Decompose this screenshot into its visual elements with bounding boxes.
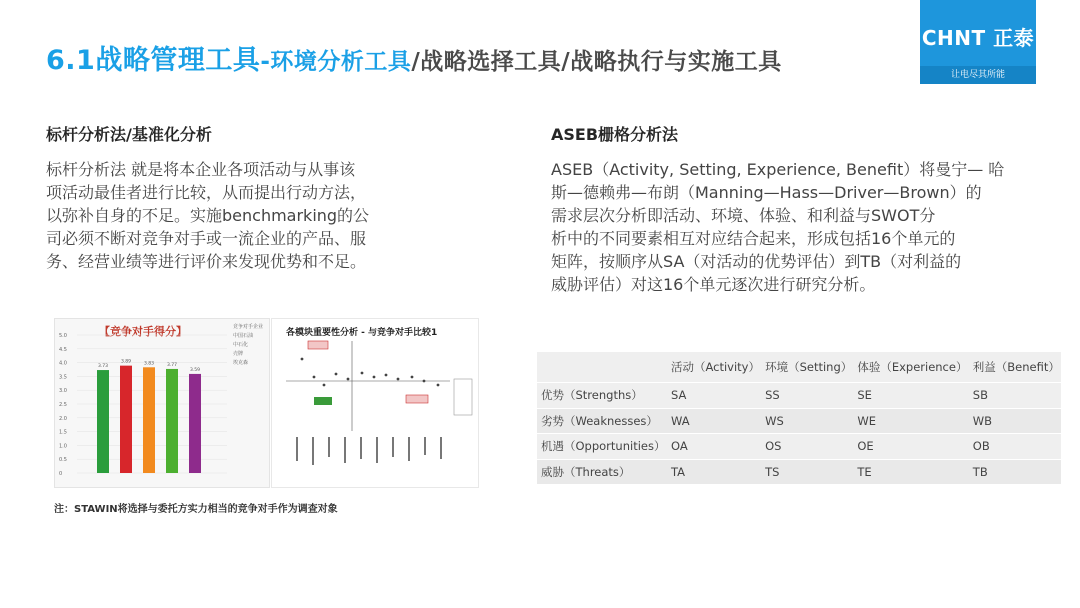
score-bar-label: 3.59 (189, 367, 201, 373)
aseb-header-row (537, 352, 1061, 383)
title-accent: -环境分析工具 (260, 49, 412, 75)
legend-item: 竞争对手企业 (233, 324, 264, 330)
importance-axis-label (424, 437, 426, 455)
score-bar (166, 369, 178, 473)
legend-item: 埃克森 (233, 360, 249, 366)
brand-name: CHNT 正泰 (921, 26, 1035, 50)
aseb-line: 需求层次分析即活动、环境、体验、和利益与SWOT分 (551, 206, 936, 225)
importance-axis-label (312, 437, 314, 465)
y-tick-label: 4.0 (59, 360, 67, 367)
importance-tag-green (314, 397, 332, 405)
module-importance-chart (271, 318, 479, 488)
aseb-cell: OB (969, 434, 1061, 460)
importance-chart-title: 各模块重要性分析 - 与竞争对手比较1 (286, 328, 438, 338)
importance-point (423, 380, 426, 383)
aseb-cell: OA (667, 434, 761, 460)
title-rest: /战略选择工具/战略执行与实施工具 (411, 49, 782, 75)
aseb-heading: ASEB栅格分析法 (551, 125, 679, 144)
aseb-cell: SS (761, 383, 853, 409)
aseb-cell: TB (969, 459, 1061, 484)
score-bar (143, 367, 155, 473)
aseb-line: 析中的不同要素相互对应结合起来，形成包括16个单元的 (551, 229, 956, 248)
brand-logo (920, 0, 1036, 84)
competitor-score-chart (54, 318, 270, 488)
aseb-cell: TA (667, 459, 761, 484)
importance-point (385, 374, 388, 377)
score-bar-label: 3.89 (120, 359, 132, 365)
y-tick-label: 2.5 (59, 402, 67, 408)
aseb-cell: SA (667, 383, 761, 409)
aseb-row-label: 劣势（Weaknesses） (537, 408, 667, 434)
benchmark-line: 务、经营业绩等进行评价来发现优势和不足。 (46, 252, 367, 271)
aseb-row (537, 408, 1061, 434)
aseb-header-cell: 环境（Setting） (765, 360, 853, 374)
importance-axis-label (440, 437, 442, 459)
brand-slogan: 让电尽其所能 (920, 66, 1036, 84)
importance-tag-red (406, 395, 428, 403)
importance-point (301, 358, 304, 361)
benchmark-line: 项活动最佳者进行比较，从而提出行动方法， (46, 183, 367, 202)
aseb-cell: WA (667, 408, 761, 434)
aseb-line: 矩阵，按顺序从SA（对活动的优势评估）到TB（对利益的 (551, 252, 962, 271)
aseb-line: 威胁评估）对这16个单元逐次进行研究分析。 (551, 275, 876, 294)
importance-axis-label (376, 437, 378, 463)
chart-caption: 注：STAWIN将选择与委托方实力相当的竞争对手作为调查对象 (54, 504, 338, 515)
importance-point (323, 384, 326, 387)
aseb-cell: WE (853, 408, 968, 434)
aseb-row-label: 威胁（Threats） (537, 459, 667, 484)
importance-point (313, 376, 316, 379)
aseb-row (537, 459, 1061, 484)
y-tick-label: 3.5 (59, 374, 67, 381)
aseb-header-cell (537, 352, 667, 383)
importance-axis-label (296, 437, 298, 461)
legend-item: 壳牌 (233, 351, 244, 357)
importance-point (335, 373, 338, 376)
aseb-cell: SB (969, 383, 1061, 409)
benchmark-heading: 标杆分析法/基准化分析 (46, 125, 212, 144)
score-bar (189, 374, 201, 473)
aseb-header-cell: 体验（Experience） (857, 360, 968, 374)
importance-point (373, 376, 376, 379)
benchmark-line: 标杆分析法 就是将本企业各项活动与从事该 (46, 160, 356, 179)
aseb-row (537, 434, 1061, 460)
benchmark-line: 司必须不断对竞争对手或一流企业的产品、服 (46, 229, 367, 248)
aseb-cell: TE (853, 459, 968, 484)
page-title (46, 38, 782, 77)
aseb-table (537, 352, 1061, 484)
importance-axis-label (408, 437, 410, 461)
y-tick-label: 5.0 (59, 333, 67, 339)
importance-axis-label (360, 437, 362, 459)
importance-axis-label (328, 437, 330, 457)
score-bar-label: 3.73 (97, 364, 109, 370)
score-bar (97, 370, 109, 473)
importance-point (347, 378, 350, 381)
y-tick-label: 4.5 (59, 346, 67, 353)
score-bar (120, 366, 132, 473)
importance-axis-label (344, 437, 346, 463)
aseb-row-label: 机遇（Opportunities） (537, 434, 667, 460)
score-bar-label: 3.83 (143, 361, 155, 367)
importance-legend-box (454, 379, 472, 415)
aseb-paragraph (551, 158, 1051, 296)
benchmark-line: 以弥补自身的不足。实施benchmarking的公 (46, 206, 370, 225)
aseb-cell: OS (761, 434, 853, 460)
aseb-cell: SE (853, 383, 968, 409)
title-main: 6.1战略管理工具 (46, 45, 261, 76)
y-tick-label: 0.5 (59, 457, 67, 464)
aseb-line: ASEB（Activity, Setting, Experience, Benefit）将曼宁— 哈 (551, 160, 1005, 179)
importance-point (411, 376, 414, 379)
aseb-row (537, 383, 1061, 409)
benchmark-paragraph (46, 158, 486, 273)
y-tick-label: 0 (59, 471, 63, 477)
importance-point (361, 372, 364, 375)
competitor-chart-title: 【竞争对手得分】 (99, 325, 187, 338)
aseb-row-label: 优势（Strengths） (537, 383, 667, 409)
aseb-header-cell: 活动（Activity） (670, 360, 760, 374)
importance-tag-red (308, 341, 328, 349)
importance-point (437, 384, 440, 387)
importance-axis-label (392, 437, 394, 457)
score-bar-label: 3.77 (166, 362, 178, 368)
y-tick-label: 1.5 (59, 429, 67, 436)
importance-chart-plot (272, 319, 478, 487)
aseb-cell: WS (761, 408, 853, 434)
legend-item: 中国石油 (233, 333, 254, 339)
aseb-grid (537, 352, 1061, 484)
aseb-header-cell: 利益（Benefit） (972, 360, 1060, 374)
competitor-chart-plot (55, 319, 269, 487)
aseb-cell: TS (761, 459, 853, 484)
aseb-line: 斯—德赖弗—布朗（Manning—Hass—Driver—Brown）的 (551, 183, 982, 202)
aseb-cell: OE (853, 434, 968, 460)
aseb-cell: WB (969, 408, 1061, 434)
y-tick-label: 2.0 (59, 415, 67, 422)
importance-point (397, 378, 400, 381)
y-tick-label: 1.0 (59, 443, 67, 450)
legend-item: 中石化 (233, 342, 249, 348)
y-tick-label: 3.0 (59, 388, 67, 395)
